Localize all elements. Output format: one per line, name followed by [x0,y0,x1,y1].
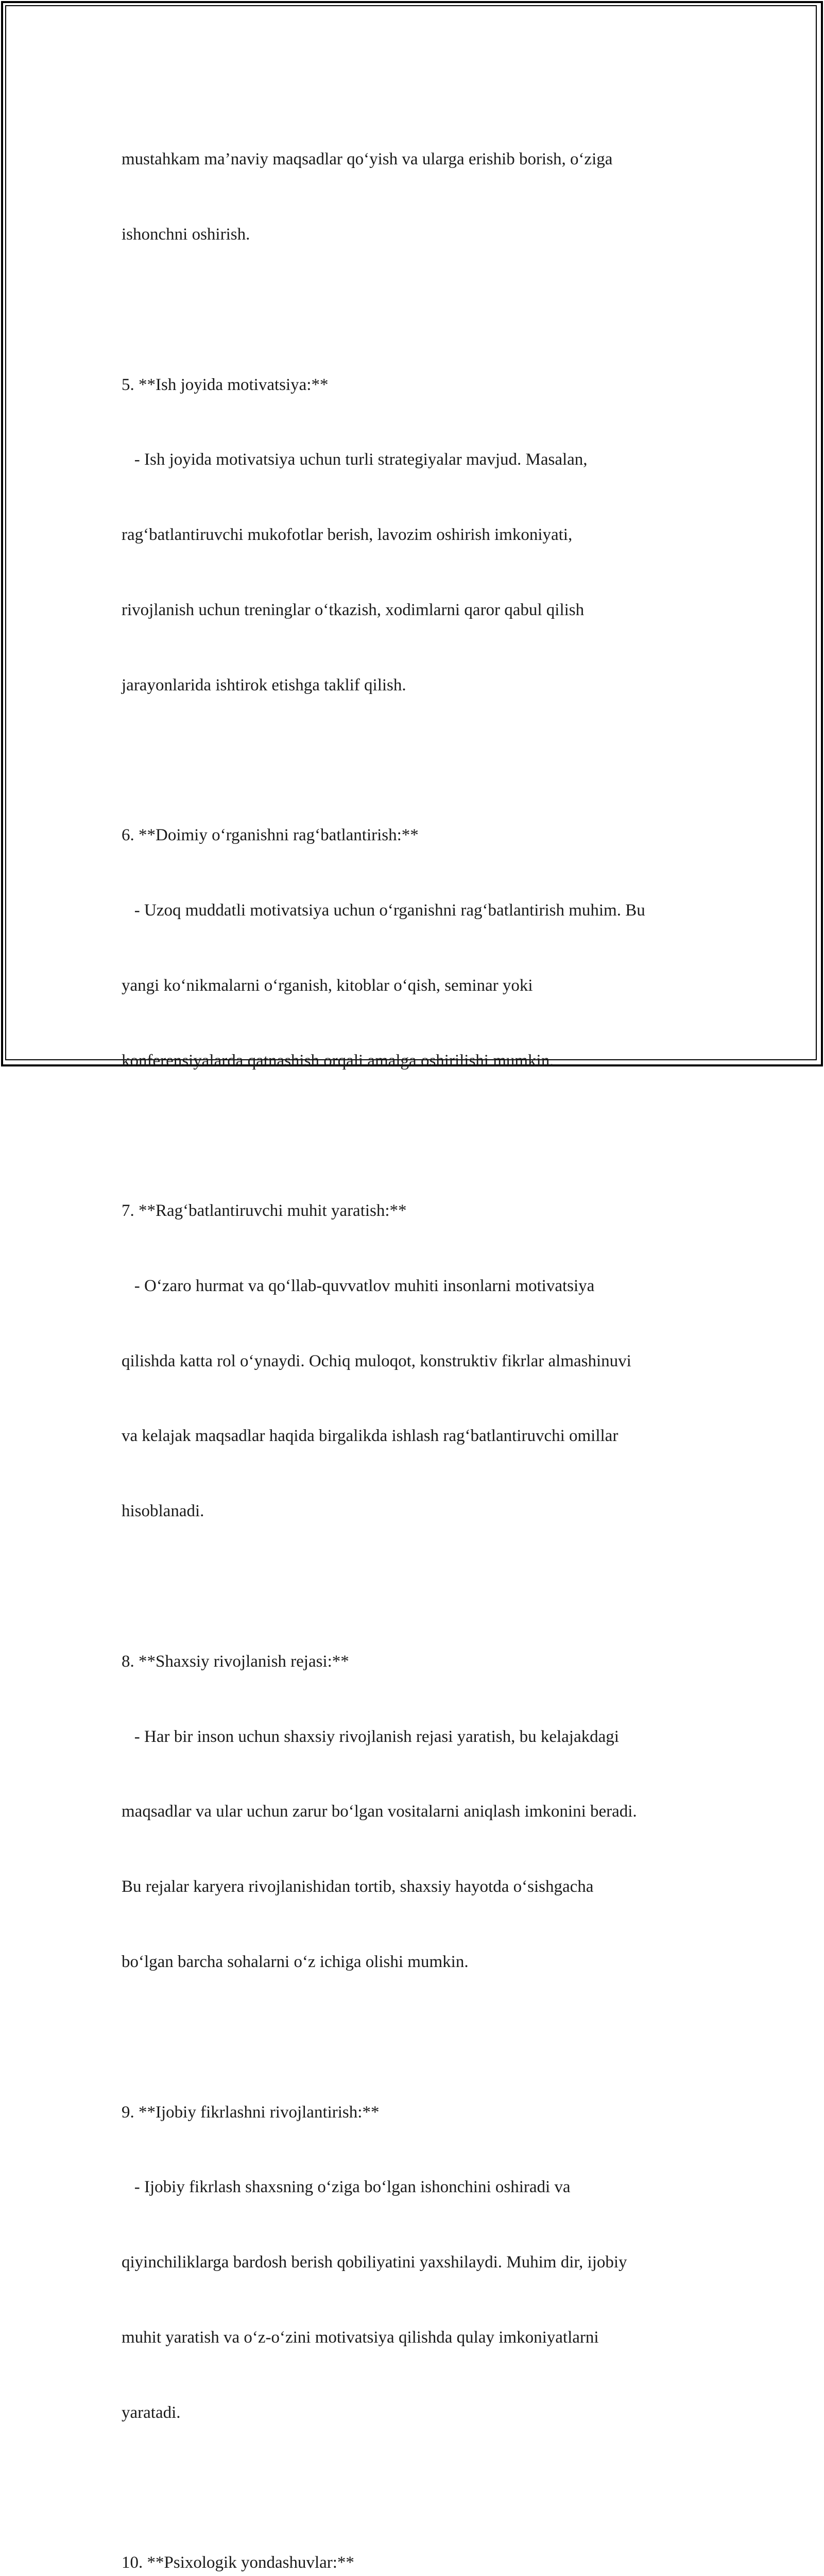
section-heading-5: 5. **Ish joyida motivatsiya:** [122,375,329,394]
text-line: mustahkam ma’naviy maqsadlar qo‘yish va ularga erishib borish, o‘ziga [122,150,613,169]
blank-line [122,1574,714,1599]
text-line: yaratadi. [122,2403,181,2422]
text-line: qilishda katta rol o‘ynaydi. Ochiq muloqot, konstruktiv fikrlar almashinuvi [122,1351,631,1370]
text-line: - Har bir inson uchun shaxsiy rivojlanish rejasi yaratish, bu kelajakdagi [122,1727,619,1746]
text-line: va kelajak maqsadlar haqida birgalikda ishlash rag‘batlantiruvchi omillar [122,1427,619,1446]
blank-line [122,1123,714,1148]
text-line: muhit yaratish va o‘z-o‘zini motivatsiya qilishda qulay imkoniyatlarni [122,2328,599,2347]
blank-line [122,748,714,773]
text-line: Bu rejalar karyera rivojlanishidan tortib, shaxsiy hayotda o‘sishgacha [122,1877,594,1896]
text-line: rag‘batlantiruvchi mukofotlar berish, lavozim oshirish imkoniyati, [122,526,573,545]
text-line: - O‘zaro hurmat va qo‘llab-quvvatlov muhiti insonlarni motivatsiya [122,1276,595,1295]
section-heading-10: 10. **Psixologik yondashuvlar:** [122,2553,354,2572]
document-body [122,97,714,2576]
section-heading-7: 7. **Rag‘batlantiruvchi muhit yaratish:** [122,1201,407,1221]
text-line: hisoblanadi. [122,1502,204,1521]
blank-line [122,2475,714,2500]
text-line: - Ish joyida motivatsiya uchun turli strategiyalar mavjud. Masalan, [122,450,588,469]
text-line: jarayonlarida ishtirok etishga taklif qilish. [122,675,406,694]
text-line: maqsadlar va ular uchun zarur bo‘lgan vositalarni aniqlash imkonini beradi. [122,1802,637,1821]
text-line: qiyinchiliklarga bardosh berish qobiliyatini yaxshilaydi. Muhim dir, ijobiy [122,2253,627,2272]
text-line: - Ijobiy fikrlash shaxsning o‘ziga bo‘lgan ishonchini oshiradi va [122,2178,571,2197]
blank-line [122,2025,714,2050]
blank-line [122,297,714,323]
section-heading-9: 9. **Ijobiy fikrlashni rivojlantirish:** [122,2103,380,2122]
text-line: rivojlanish uchun treninglar o‘tkazish, xodimlarni qaror qabul qilish [122,600,585,619]
text-line: ishonchni oshirish. [122,225,250,244]
section-heading-8: 8. **Shaxsiy rivojlanish rejasi:** [122,1652,349,1671]
text-line: - Uzoq muddatli motivatsiya uchun o‘rganishni rag‘batlantirish muhim. Bu [122,901,645,920]
section-heading-6: 6. **Doimiy o‘rganishni rag‘batlantirish:** [122,826,419,845]
text-line: yangi ko‘nikmalarni o‘rganish, kitoblar o‘qish, seminar yoki [122,976,533,995]
text-line: konferensiyalarda qatnashish orqali amalga oshirilishi mumkin. [122,1051,554,1070]
text-line: bo‘lgan barcha sohalarni o‘z ichiga olishi mumkin. [122,1952,469,1971]
